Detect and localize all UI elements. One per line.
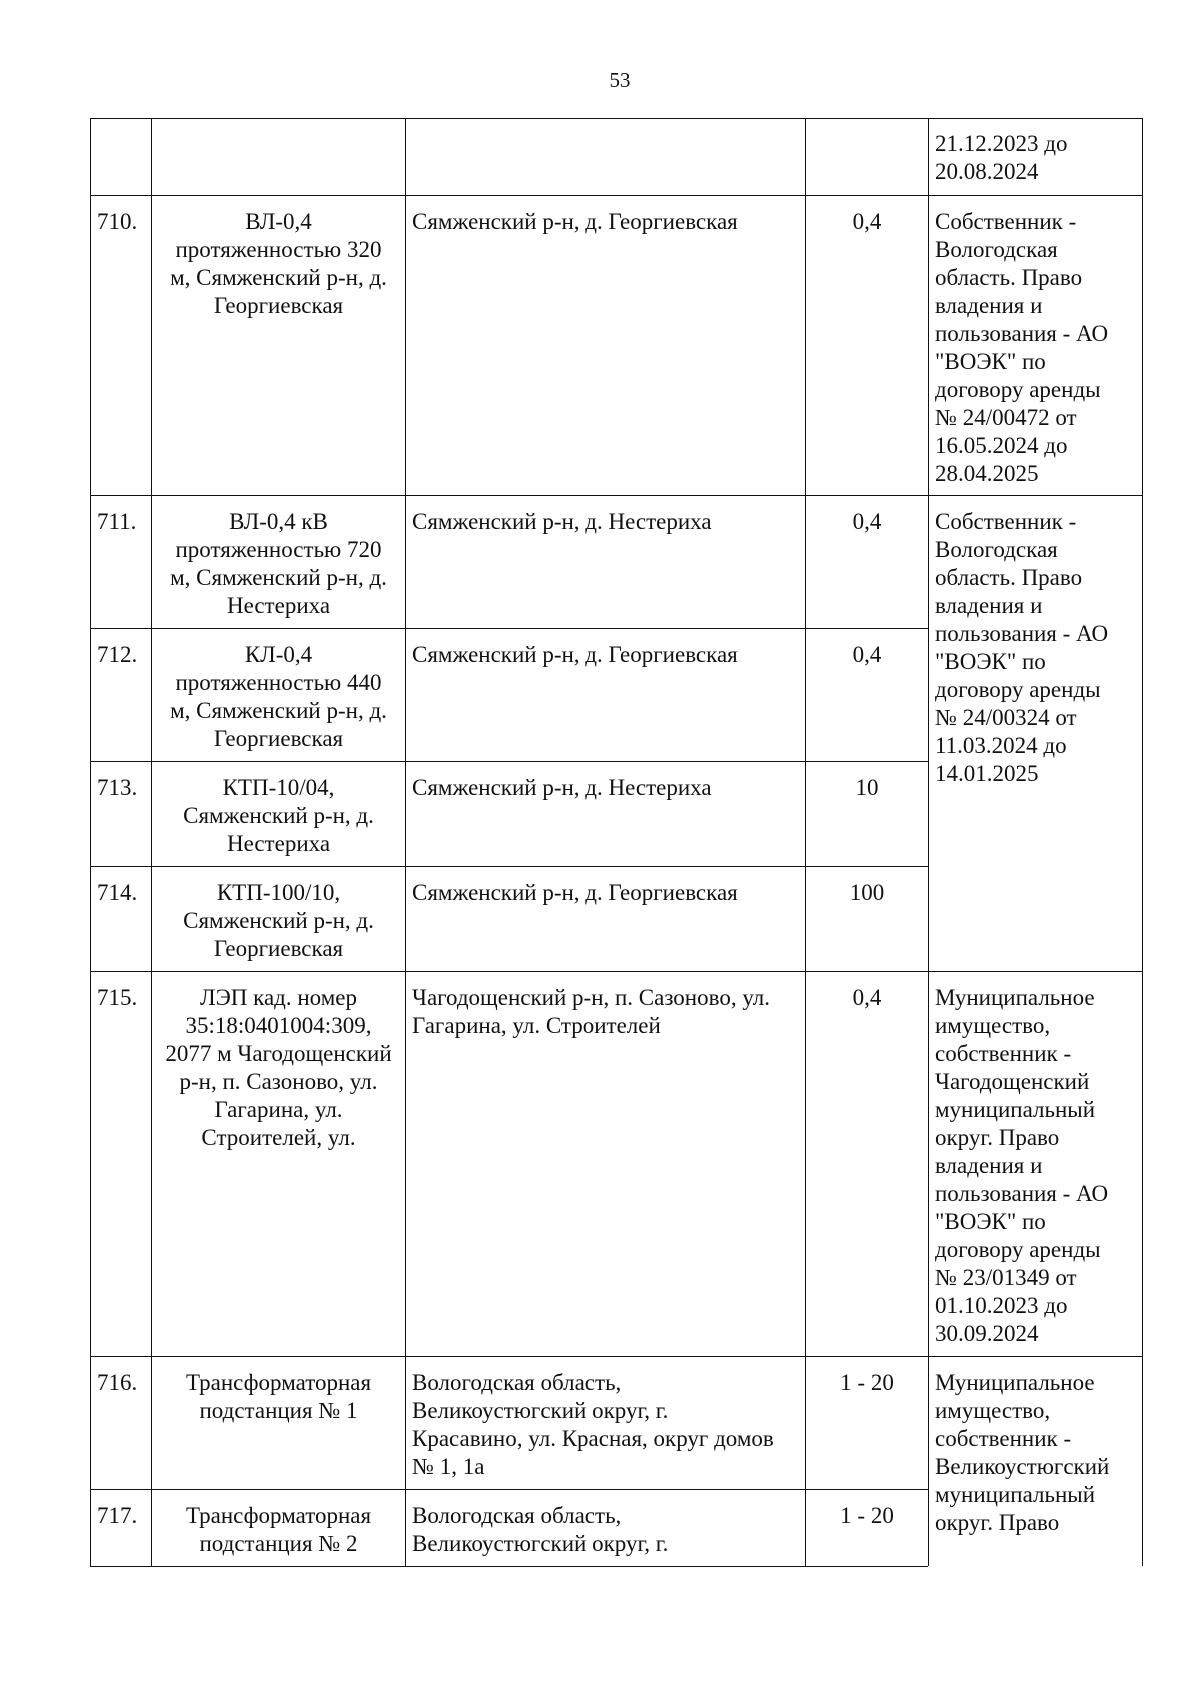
voltage-value: 100 xyxy=(849,880,885,905)
object-address: Сямженский р-н, д. Георгиевская xyxy=(412,209,738,234)
row-number: 714. xyxy=(97,880,138,905)
column-border xyxy=(805,118,806,1566)
owner-cell: 21.12.2023 до 20.08.2024 xyxy=(935,131,1068,184)
voltage-value: 0,4 xyxy=(852,985,882,1010)
owner-cell: Собственник - Вологодская область. Право владения и пользования - АО "ВОЭК" по договору аренды № 24/00324 от 11.03.2024 до 14.01.2025 xyxy=(935,509,1109,786)
row-border xyxy=(90,971,1142,972)
row-number: 715. xyxy=(97,985,138,1010)
row-border xyxy=(90,866,928,867)
object-address: Сямженский р-н, д. Нестериха xyxy=(412,509,712,534)
object-address: Вологодская область, Великоустюгский округ, г. xyxy=(412,1503,669,1556)
voltage-value: 1 - 20 xyxy=(840,1370,894,1395)
owner-cell: Муниципальное имущество, собственник - Великоустюгский муниципальный округ. Право xyxy=(935,1370,1110,1535)
voltage-value: 1 - 20 xyxy=(840,1503,894,1528)
voltage-value: 0,4 xyxy=(852,642,882,667)
voltage-value: 10 xyxy=(855,775,879,800)
voltage-value: 0,4 xyxy=(852,509,882,534)
object-name: Трансформаторная подстанция № 1 xyxy=(185,1370,372,1423)
object-name: Трансформаторная подстанция № 2 xyxy=(185,1503,372,1556)
voltage-value: 0,4 xyxy=(852,209,882,234)
object-address: Вологодская область, Великоустюгский округ, г. Красавино, ул. Красная, округ домов № 1, 1а xyxy=(412,1370,774,1479)
row-number: 710. xyxy=(97,209,138,234)
column-border xyxy=(1142,118,1143,1566)
owner-cell: Муниципальное имущество, собственник - Чагодощенский муниципальный округ. Право владения и пользования - АО "ВОЭК" по договору аренды № 23/01349 от 01.10.2023 до 30.09.2024 xyxy=(935,985,1109,1346)
object-address: Сямженский р-н, д. Нестериха xyxy=(412,775,712,800)
object-name: КЛ-0,4 протяженностью 440 м, Сямженский р-н, д. Георгиевская xyxy=(170,642,387,751)
row-border xyxy=(90,495,1142,496)
row-number: 711. xyxy=(97,509,137,534)
row-number: 712. xyxy=(97,642,138,667)
row-number: 717. xyxy=(97,1503,138,1528)
page-number: 53 xyxy=(609,68,631,92)
object-name: КТП-10/04, Сямженский р-н, д. Нестериха xyxy=(183,775,374,856)
row-number: 716. xyxy=(97,1370,138,1395)
row-border xyxy=(90,195,1142,196)
object-name: ВЛ-0,4 протяженностью 320 м, Сямженский р-н, д. Георгиевская xyxy=(170,209,387,318)
object-name: ЛЭП кад. номер 35:18:0401004:309, 2077 м Чагодощенский р-н, п. Сазоново, ул. Гагарина, ул. Строителей, ул. xyxy=(165,985,392,1150)
column-border xyxy=(90,118,91,1566)
object-address: Чагодощенский р-н, п. Сазоново, ул. Гагарина, ул. Строителей xyxy=(412,985,771,1038)
object-address: Сямженский р-н, д. Георгиевская xyxy=(412,880,738,905)
row-border xyxy=(90,1356,1142,1357)
row-border xyxy=(90,1566,928,1567)
row-border xyxy=(90,761,928,762)
row-border xyxy=(90,118,1142,119)
object-name: КТП-100/10, Сямженский р-н, д. Георгиевская xyxy=(183,880,374,961)
row-border xyxy=(90,1489,928,1490)
object-address: Сямженский р-н, д. Георгиевская xyxy=(412,642,738,667)
row-border xyxy=(90,628,928,629)
row-number: 713. xyxy=(97,775,138,800)
owner-cell: Собственник - Вологодская область. Право владения и пользования - АО "ВОЭК" по договору аренды № 24/00472 от 16.05.2024 до 28.04.2025 xyxy=(935,209,1109,486)
object-name: ВЛ-0,4 кВ протяженностью 720 м, Сямженский р-н, д. Нестериха xyxy=(170,509,387,618)
column-border xyxy=(405,118,406,1566)
